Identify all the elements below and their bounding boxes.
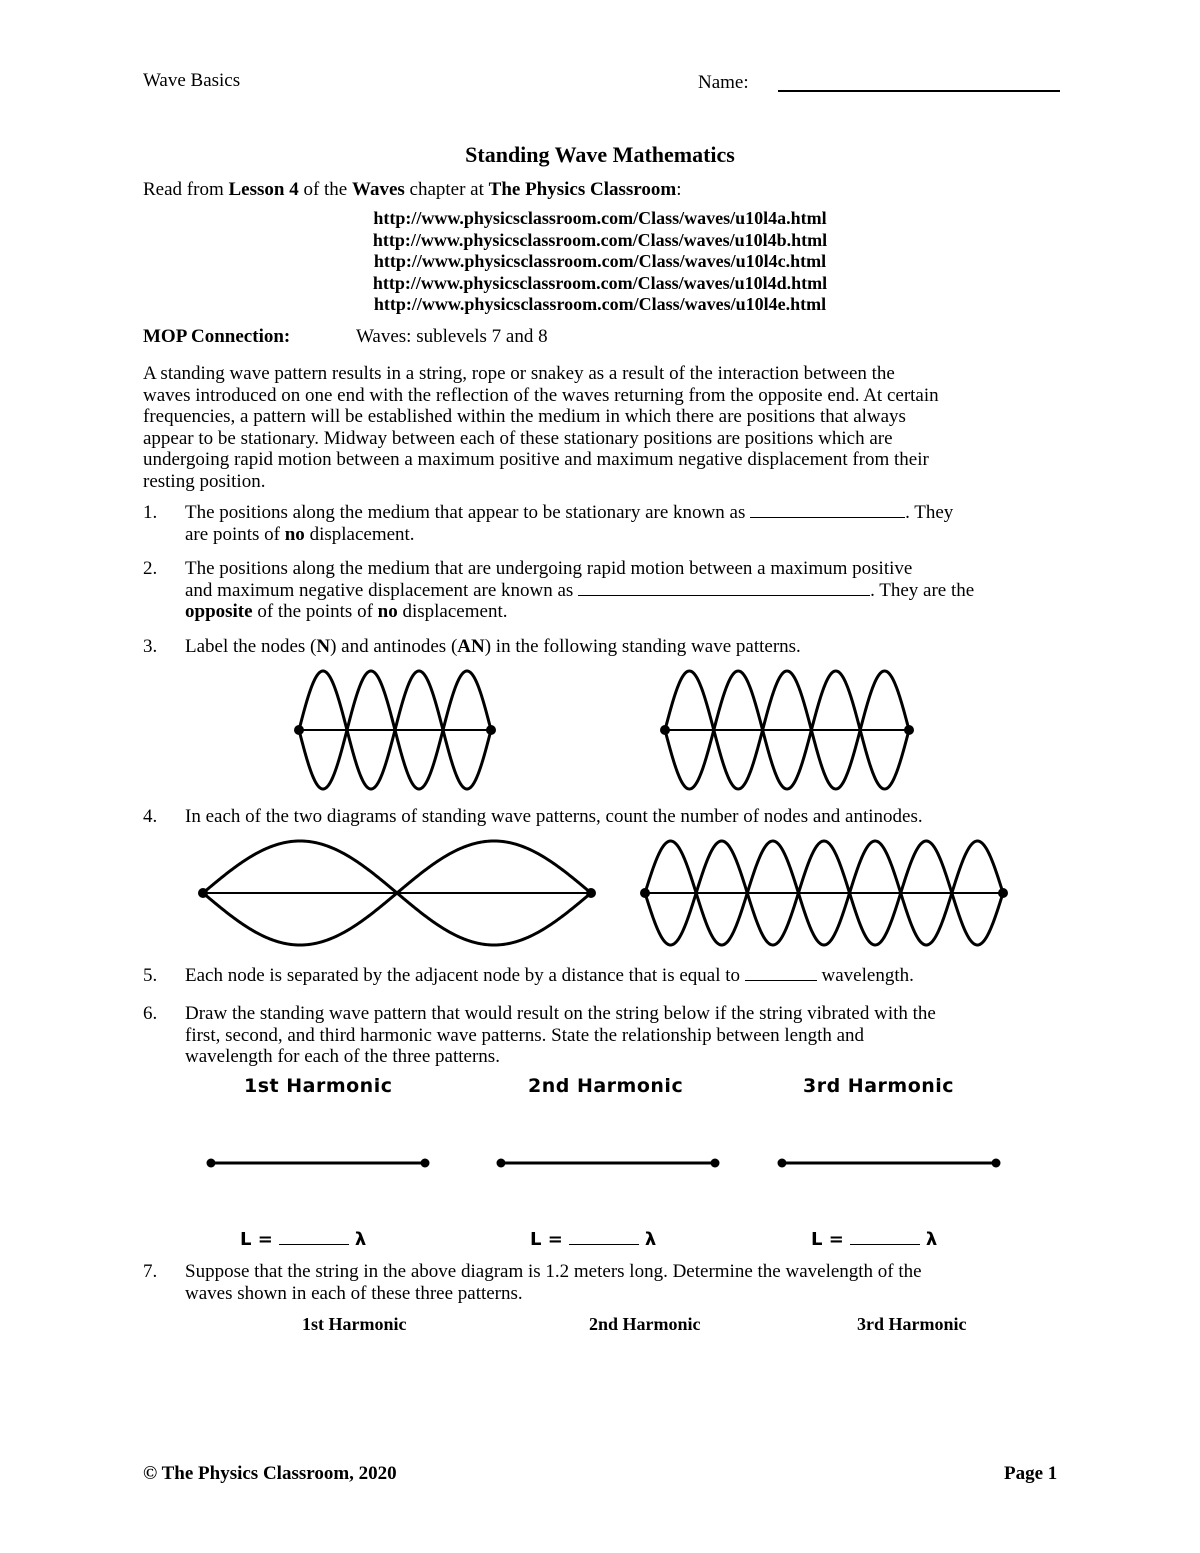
answer-blank[interactable] [279, 1244, 349, 1245]
length-wavelength-eq-3: L = λ [811, 1229, 938, 1250]
end-point [998, 888, 1008, 898]
string-1st-harmonic[interactable] [205, 1155, 431, 1171]
standing-wave-diagram-7-loops [640, 838, 1008, 948]
question-4: In each of the two diagrams of standing wave patterns, count the number of nodes and antinodes. [185, 806, 923, 827]
end-point [198, 888, 208, 898]
question-number: 1. [143, 502, 158, 523]
string-2nd-harmonic[interactable] [495, 1155, 721, 1171]
question-number: 6. [143, 1003, 158, 1024]
harmonic-label-3: 3rd Harmonic [803, 1075, 955, 1097]
question-5: Each node is separated by the adjacent node by a distance that is equal to wavelength. [185, 965, 914, 986]
link-item[interactable]: http://www.physicsclassroom.com/Class/waves/u10l4a.html [373, 208, 827, 228]
question-number: 4. [143, 806, 158, 827]
answer-blank[interactable] [850, 1244, 920, 1245]
mop-label: MOP Connection: [143, 326, 291, 347]
answer-blank[interactable] [578, 595, 870, 596]
standing-wave-diagram-5-loops [660, 668, 914, 792]
link-item[interactable]: http://www.physicsclassroom.com/Class/waves/u10l4d.html [372, 272, 828, 293]
question-7: Suppose that the string in the above diagram is 1.2 meters long. Determine the wavelength of the waves shown in each of these three patterns. [185, 1261, 922, 1304]
question-1: The positions along the medium that appear to be stationary are known as . They are points of no displacement. [185, 502, 954, 545]
answer-heading-3: 3rd Harmonic [857, 1314, 967, 1334]
length-wavelength-eq-1: L = λ [240, 1229, 367, 1250]
answer-blank[interactable] [745, 980, 817, 981]
answer-blank[interactable] [750, 517, 905, 518]
harmonic-label-2: 2nd Harmonic [528, 1075, 684, 1097]
answer-heading-2: 2nd Harmonic [589, 1314, 701, 1334]
header-course: Wave Basics [143, 70, 241, 91]
question-number: 2. [143, 558, 158, 579]
name-field-line[interactable] [778, 90, 1060, 92]
footer-copyright: © The Physics Classroom, 2020 [143, 1463, 397, 1484]
question-2: The positions along the medium that are undergoing rapid motion between a maximum positive and maximum negative displacement are known as . They are the opposite of the points of no displacement. [185, 558, 975, 622]
end-point [660, 725, 670, 735]
string-3rd-harmonic[interactable] [776, 1155, 1002, 1171]
end-point [904, 725, 914, 735]
question-number: 5. [143, 965, 158, 986]
reading-instruction: Read from Lesson 4 of the Waves chapter at The Physics Classroom: [143, 179, 682, 200]
link-item[interactable]: http://www.physicsclassroom.com/Class/waves/u10l4b.html [372, 229, 828, 250]
question-3: Label the nodes (N) and antinodes (AN) in the following standing wave patterns. [185, 636, 801, 657]
answer-blank[interactable] [569, 1244, 639, 1245]
name-label: Name: [698, 72, 749, 93]
page-title: Standing Wave Mathematics [465, 142, 735, 167]
link-item[interactable]: http://www.physicsclassroom.com/Class/waves/u10l4e.html [373, 294, 827, 314]
reading-links [0, 208, 1200, 316]
length-wavelength-eq-2: L = λ [530, 1229, 657, 1250]
end-point [486, 725, 496, 735]
question-number: 3. [143, 636, 158, 657]
mop-value: Waves: sublevels 7 and 8 [356, 326, 548, 347]
end-point [640, 888, 650, 898]
intro-paragraph: A standing wave pattern results in a string, rope or snakey as a result of the interaction between the waves introduced on one end with the reflection of the waves returning from the opposite end. At certain frequencies, a pattern will be established within the medium in which there are positions that always appear to be stationary. Midway between each of these stationary positions are positions which are undergoing rapid motion between a maximum positive and maximum negative displacement from their resting position. [143, 363, 939, 492]
standing-wave-diagram-2-loops [198, 838, 596, 948]
harmonic-label-1: 1st Harmonic [244, 1075, 393, 1097]
question-number: 7. [143, 1261, 158, 1282]
question-6: Draw the standing wave pattern that would result on the string below if the string vibrated with the first, second, and third harmonic wave patterns. State the relationship between length and wavelength for each of the three patterns. [185, 1003, 936, 1067]
standing-wave-diagram-4-loops [294, 668, 496, 792]
answer-heading-1: 1st Harmonic [302, 1314, 407, 1334]
link-item[interactable]: http://www.physicsclassroom.com/Class/waves/u10l4c.html [373, 251, 827, 271]
footer-page-number: Page 1 [1004, 1463, 1058, 1484]
end-point [586, 888, 596, 898]
end-point [294, 725, 304, 735]
